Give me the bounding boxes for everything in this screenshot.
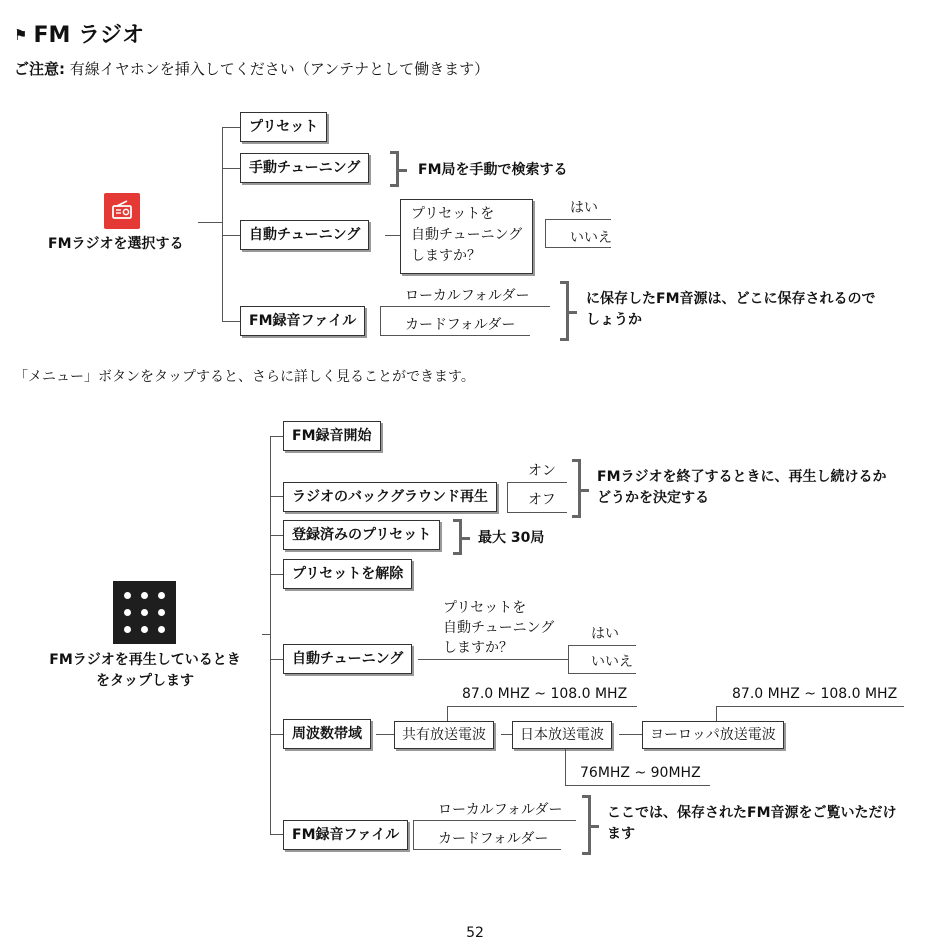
title-text: FM ラジオ [33,23,145,48]
page-number: 52 [466,925,484,941]
note [14,58,489,79]
manual-tuning-node[interactable]: 手動チューニング [240,153,369,183]
bg-play-node[interactable]: ラジオのバックグラウンド再生 [283,482,497,512]
range-common: 87.0 MHZ ~ 108.0 MHZ [462,686,628,702]
range-japan: 76MHZ ~ 90MHZ [580,765,701,781]
auto-tuning-question-2: プリセットを 自動チューニング しますか？ [443,600,555,656]
no-option-2[interactable]: いいえ [591,654,633,670]
auto-tuning-question: プリセットを 自動チューニング しますか？ [400,199,533,274]
off-option[interactable]: オフ [528,492,556,508]
note-text: 有線イヤホンを挿入してください（アンテナとして働きます） [69,60,490,78]
radio-icon[interactable] [104,193,140,229]
card-folder[interactable]: カードフォルダー [405,317,516,333]
band-europe[interactable]: ヨーロッパ放送電波 [642,721,784,749]
preset-node[interactable]: プリセット [240,112,327,142]
auto-tuning-node[interactable]: 自動チューニング [240,220,369,250]
page-title [14,18,144,49]
bg-play-desc: FMラジオを終了するときに、再生し続けるか どうかを決定する [597,469,887,506]
local-folder-2[interactable]: ローカルフォルダー [438,802,563,818]
root-label-2: FMラジオを再生しているとき をタップします [49,652,241,689]
on-option[interactable]: オン [528,463,556,479]
saved-presets-node[interactable]: 登録済みのプリセット [283,520,440,550]
auto-tuning-node-2[interactable]: 自動チューニング [283,644,412,674]
flag-icon: ⚑ [14,26,28,44]
note-label: ご注意: [14,60,65,78]
yes-option[interactable]: はい [570,200,598,216]
yes-option-2[interactable]: はい [591,626,619,642]
root-label-1: FMラジオを選択する [48,236,184,252]
start-rec-node[interactable]: FM録音開始 [283,421,381,451]
menu-grid-icon[interactable] [113,581,176,644]
card-folder-2[interactable]: カードフォルダー [438,831,549,847]
rec-files-node[interactable]: FM録音ファイル [240,306,365,336]
range-europe: 87.0 MHZ ~ 108.0 MHZ [732,686,898,702]
local-folder[interactable]: ローカルフォルダー [405,288,530,304]
band-japan[interactable]: 日本放送電波 [512,721,612,749]
rec-files-desc-2: ここでは、保存されたFM音源をご覧いただけ ます [607,805,897,842]
max-presets: 最大 30局 [478,530,545,546]
no-option[interactable]: いいえ [570,230,612,246]
rec-files-desc: に保存したFM音源は、どこに保存されるので しょうか [586,291,876,328]
rec-files-node-2[interactable]: FM録音ファイル [283,820,408,850]
menu-note: 「メニュー」ボタンをタップすると、さらに詳しく見ることができます。 [14,369,475,385]
manual-tuning-desc: FM局を手動で検索する [418,162,568,178]
freq-band-node[interactable]: 周波数帯域 [283,719,371,749]
remove-preset-node[interactable]: プリセットを解除 [283,559,412,589]
band-common[interactable]: 共有放送電波 [394,721,494,749]
